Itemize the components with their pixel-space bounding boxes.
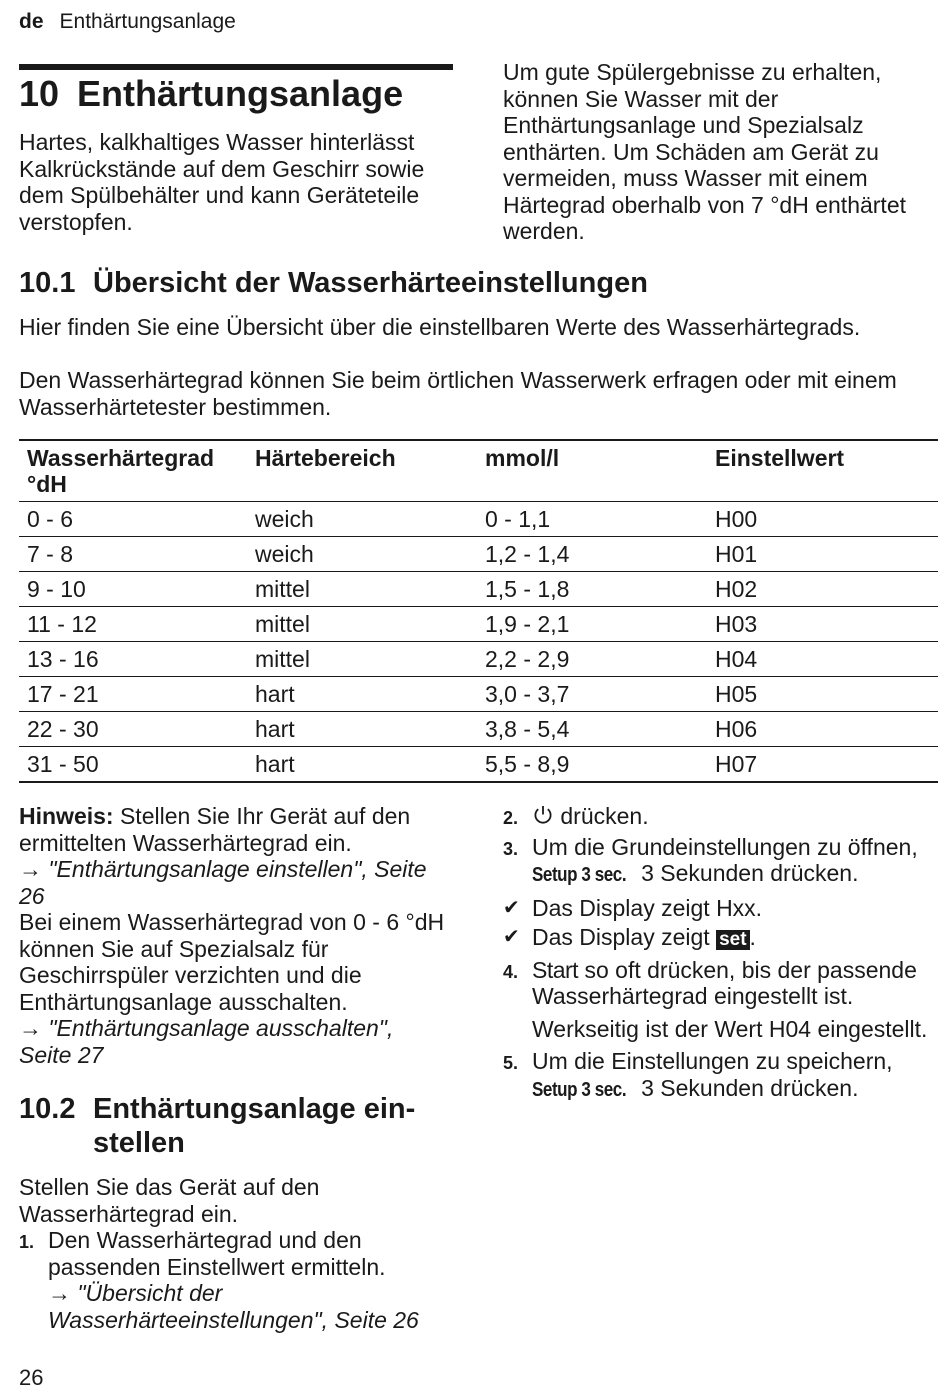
step-text-span: Um die Grundeinstellungen zu öffnen, bbox=[532, 833, 918, 860]
table-row bbox=[19, 642, 938, 677]
step-number: 4. bbox=[503, 961, 519, 982]
arrow-right-icon: → bbox=[19, 1015, 42, 1041]
cross-reference-text: "Enthärtungsanlage einstellen", Seite 26 bbox=[19, 856, 427, 909]
table-row bbox=[19, 537, 938, 572]
cross-reference-link[interactable] bbox=[19, 1015, 449, 1068]
column-header: Härtebereich bbox=[247, 440, 477, 502]
table-cell: 3,8 - 5,4 bbox=[477, 712, 707, 747]
check-icon: ✔ bbox=[503, 896, 520, 919]
result-text-span: . bbox=[749, 924, 756, 950]
step-3 bbox=[503, 834, 939, 889]
arrow-right-icon: → bbox=[48, 1280, 71, 1306]
result-text bbox=[532, 924, 939, 951]
column-header: Einstellwert bbox=[707, 440, 938, 502]
chapter-title bbox=[19, 72, 403, 116]
check-icon: ✔ bbox=[503, 926, 520, 948]
table-cell: hart bbox=[247, 677, 477, 712]
table-cell: 0 - 6 bbox=[19, 502, 247, 537]
table-row bbox=[19, 572, 938, 607]
table-cell: mittel bbox=[247, 607, 477, 642]
chapter-title-text: Enthärtungsanlage bbox=[77, 73, 404, 114]
step-text bbox=[532, 1048, 939, 1103]
section-paragraph: Den Wasserhärtegrad können Sie beim örtlichen Wasserwerk erfragen oder mit einem Wasserhärtetester bestimmen. bbox=[19, 367, 897, 420]
note-text: Stellen Sie Ihr Gerät auf den ermittelten Wasserhärtegrad ein. bbox=[19, 803, 411, 856]
chapter-rule bbox=[19, 64, 453, 70]
table-cell: weich bbox=[247, 537, 477, 572]
table-cell: weich bbox=[247, 502, 477, 537]
table-cell: H02 bbox=[707, 572, 938, 607]
chapter-intro-right: Um gute Spülergebnisse zu erhalten, können Sie Wasser mit der Enthärtungsanlage und Spezialsalz enthärten. Um Schäden am Gerät zu vermeiden, muss Wasser mit einem Härtegrad oberhalb von 7 °dH enthärtet werden. bbox=[503, 59, 907, 244]
note-block bbox=[19, 803, 449, 1068]
step-text-span: 3 Sekunden drücken. bbox=[634, 860, 859, 886]
step-text: Den Wasserhärtegrad und den passenden Einstellwert ermitteln. bbox=[48, 1227, 386, 1280]
table-cell: hart bbox=[247, 712, 477, 747]
table-cell: H03 bbox=[707, 607, 938, 642]
step-number: 1. bbox=[19, 1232, 35, 1252]
table-cell: 5,5 - 8,9 bbox=[477, 747, 707, 783]
power-icon bbox=[532, 804, 554, 826]
table-cell: 1,9 - 2,1 bbox=[477, 607, 707, 642]
table-cell: 22 - 30 bbox=[19, 712, 247, 747]
table-cell: 9 - 10 bbox=[19, 572, 247, 607]
section-title-line: Enthärtungsanlage ein- bbox=[93, 1093, 416, 1125]
step-5 bbox=[503, 1048, 939, 1103]
result-text: Das Display zeigt Hxx. bbox=[532, 894, 763, 921]
table-cell: mittel bbox=[247, 572, 477, 607]
table-row bbox=[19, 747, 938, 783]
step-text-span: 3 Sekunden drücken. bbox=[634, 1074, 859, 1101]
table-cell: 13 - 16 bbox=[19, 642, 247, 677]
table-cell: H07 bbox=[707, 747, 938, 783]
table-cell: H04 bbox=[707, 642, 938, 677]
chapter-number: 10 bbox=[19, 73, 60, 114]
step-text-span: drücken. bbox=[554, 803, 649, 829]
display-set-badge: set bbox=[716, 930, 749, 950]
result-text-span: Das Display zeigt bbox=[532, 924, 717, 950]
step-4 bbox=[503, 957, 939, 1043]
table-header-row bbox=[19, 440, 938, 502]
table-cell: 0 - 1,1 bbox=[477, 502, 707, 537]
cross-reference-link[interactable] bbox=[19, 856, 449, 909]
result-1 bbox=[503, 895, 939, 922]
table-cell: 17 - 21 bbox=[19, 677, 247, 712]
setup-button-label: Setup 3 sec. bbox=[532, 864, 627, 886]
table-cell: H05 bbox=[707, 677, 938, 712]
start-button-label: Start bbox=[532, 956, 579, 983]
table-cell: 1,2 - 1,4 bbox=[477, 537, 707, 572]
page-number: 26 bbox=[19, 1365, 44, 1390]
setup-button-label: Setup 3 sec. bbox=[532, 1078, 627, 1101]
table-cell: 11 - 12 bbox=[19, 607, 247, 642]
section-title-line: stellen bbox=[93, 1127, 185, 1159]
step-2 bbox=[503, 803, 939, 830]
column-header bbox=[19, 440, 247, 502]
table-cell: hart bbox=[247, 747, 477, 783]
note-paragraph: Bei einem Wasserhärtegrad von 0 - 6 °dH können Sie auf Spezialsalz für Geschirrspüler verzichten und die Enthärtungsanlage ausschalten. bbox=[19, 909, 445, 1015]
cross-reference-text: "Enthärtungsanlage ausschalten", Seite 27 bbox=[19, 1015, 394, 1068]
result-2 bbox=[503, 924, 939, 951]
table-cell: mittel bbox=[247, 642, 477, 677]
section-paragraph: Hier finden Sie eine Übersicht über die einstellbaren Werte des Wasserhärtegrads. bbox=[19, 314, 861, 340]
step-number: 5. bbox=[503, 1053, 519, 1073]
table-cell: 7 - 8 bbox=[19, 537, 247, 572]
step-text-span: Um die Einstellungen zu speichern, bbox=[532, 1048, 893, 1074]
steps-continued bbox=[503, 803, 939, 1103]
column-header: mmol/l bbox=[477, 440, 707, 502]
arrow-right-icon: → bbox=[19, 856, 42, 882]
table-cell: 1,5 - 1,8 bbox=[477, 572, 707, 607]
header-title: Enthärtungsanlage bbox=[59, 10, 236, 33]
step-text bbox=[532, 957, 939, 1010]
table-row bbox=[19, 502, 938, 537]
step-text bbox=[532, 803, 939, 830]
note-paragraph bbox=[19, 803, 449, 856]
table-cell: 3,0 - 3,7 bbox=[477, 677, 707, 712]
step-1 bbox=[19, 1227, 429, 1333]
table-row bbox=[19, 677, 938, 712]
table-cell: H00 bbox=[707, 502, 938, 537]
table-cell: H06 bbox=[707, 712, 938, 747]
section-number: 10.1 bbox=[19, 267, 76, 299]
table-row bbox=[19, 607, 938, 642]
table-cell: 31 - 50 bbox=[19, 747, 247, 783]
section-heading-10-1 bbox=[19, 266, 937, 300]
table-cell: H01 bbox=[707, 537, 938, 572]
step-number: 2. bbox=[503, 808, 519, 828]
section-number: 10.2 bbox=[19, 1093, 76, 1125]
section-heading-10-2 bbox=[19, 1092, 453, 1160]
step-text-span: so oft drücken, bis der passende Wasserhärtegrad eingestellt ist. bbox=[532, 956, 917, 1009]
chapter-intro-left: Hartes, kalkhaltiges Wasser hinterlässt Kalkrückstände auf dem Geschirr sowie dem Spülbehälter und kann Geräteteile verstopfen. bbox=[19, 129, 425, 235]
step-text bbox=[532, 834, 939, 889]
table-cell: 2,2 - 2,9 bbox=[477, 642, 707, 677]
step-note: Werkseitig ist der Wert H04 eingestellt. bbox=[532, 1015, 928, 1042]
step-number: 3. bbox=[503, 838, 519, 859]
note-label: Hinweis: bbox=[19, 803, 114, 829]
table-row bbox=[19, 712, 938, 747]
section-intro: Stellen Sie das Gerät auf den Wasserhärtegrad ein. bbox=[19, 1174, 320, 1227]
section-10-2-content bbox=[19, 1174, 429, 1333]
cross-reference-link[interactable] bbox=[48, 1280, 429, 1333]
section-title: Übersicht der Wasserhärteeinstellungen bbox=[93, 267, 648, 299]
running-header bbox=[19, 9, 236, 35]
cross-reference-text: "Übersicht der Wasserhärteeinstellungen", Seite 26 bbox=[48, 1280, 419, 1333]
column-header-text: Wasserhärtegrad °dH bbox=[27, 445, 215, 497]
language-code: de bbox=[19, 10, 44, 33]
water-hardness-table bbox=[19, 439, 938, 783]
